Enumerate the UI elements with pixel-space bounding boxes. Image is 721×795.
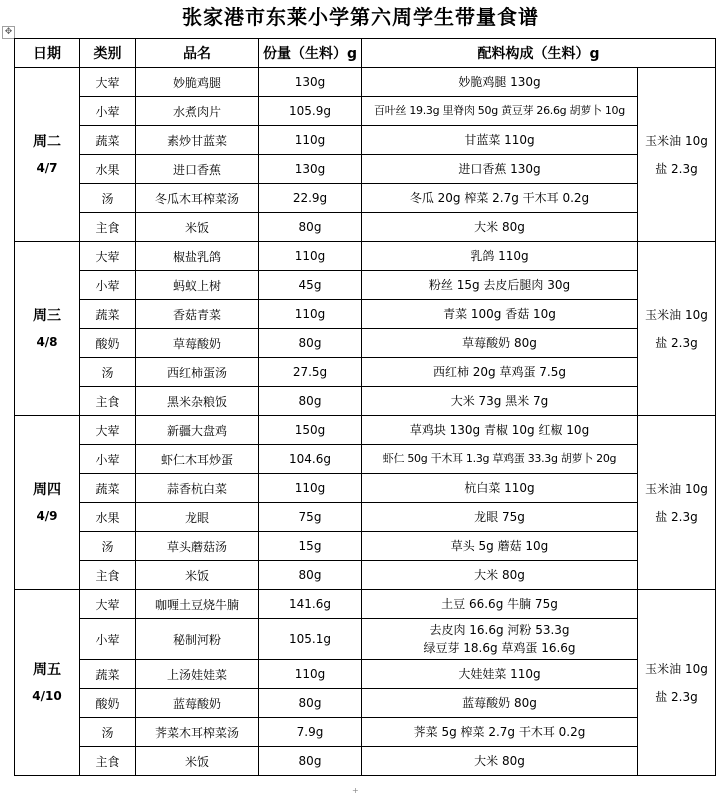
ingredients-cell [362, 329, 638, 358]
ingredients-cell [362, 503, 638, 532]
ingredients-cell [362, 590, 638, 619]
date-label: 4/7 [36, 160, 58, 175]
table-move-handle-icon[interactable]: ✥ [2, 26, 15, 39]
ingredients-line: 草鸡块 130g 青椒 10g 红椒 10g [409, 423, 590, 437]
ingredients-cell [362, 97, 638, 126]
table-header-row [15, 39, 716, 68]
table-row [15, 300, 716, 329]
ingredients-line: 西红柿 20g 草鸡蛋 7.5g [432, 365, 567, 379]
category-cell: 蔬菜 [80, 474, 136, 503]
ingredients-cell [362, 358, 638, 387]
ingredients-cell [362, 532, 638, 561]
date-label: 4/9 [36, 508, 58, 523]
dish-cell: 米饭 [136, 747, 259, 776]
portion-cell: 80g [259, 387, 362, 416]
portion-cell: 141.6g [259, 590, 362, 619]
seasoning-line: 盐 2.3g [655, 161, 698, 176]
day-cell [15, 242, 80, 416]
ingredients-cell [362, 155, 638, 184]
ingredients-line: 大米 80g [474, 568, 525, 582]
ingredients-line: 甘蓝菜 110g [464, 133, 535, 147]
category-cell: 水果 [80, 155, 136, 184]
date-label: 4/8 [36, 334, 58, 349]
ingredients-cell [362, 271, 638, 300]
category-cell: 大荤 [80, 416, 136, 445]
portion-cell: 150g [259, 416, 362, 445]
weekday-label: 周五 [33, 661, 61, 678]
dish-cell: 妙脆鸡腿 [136, 68, 259, 97]
ingredients-line: 冬瓜 20g 榨菜 2.7g 干木耳 0.2g [409, 191, 590, 205]
table-row [15, 660, 716, 689]
dish-cell: 蓝莓酸奶 [136, 689, 259, 718]
portion-cell: 75g [259, 503, 362, 532]
seasoning-cell [638, 416, 716, 590]
ingredients-line: 大米 80g [474, 220, 525, 234]
ingredients-line: 去皮肉 16.6g 河粉 53.3g [429, 623, 570, 637]
table-row [15, 619, 716, 660]
dish-cell: 蚂蚁上树 [136, 271, 259, 300]
dish-cell: 黑米杂粮饭 [136, 387, 259, 416]
weekday-label: 周四 [33, 481, 61, 498]
dish-cell: 上汤娃娃菜 [136, 660, 259, 689]
table-row [15, 561, 716, 590]
table-row [15, 387, 716, 416]
ingredients-cell [362, 474, 638, 503]
dish-cell: 米饭 [136, 561, 259, 590]
seasoning-cell [638, 590, 716, 776]
header-category: 类别 [80, 39, 136, 68]
category-cell: 蔬菜 [80, 660, 136, 689]
dish-cell: 西红柿蛋汤 [136, 358, 259, 387]
ingredients-cell [362, 387, 638, 416]
day-cell [15, 68, 80, 242]
seasoning-cell [638, 68, 716, 242]
portion-cell: 130g [259, 68, 362, 97]
day-cell [15, 416, 80, 590]
category-cell: 汤 [80, 358, 136, 387]
dish-cell: 水煮肉片 [136, 97, 259, 126]
menu-table [14, 38, 716, 776]
ingredients-line: 大米 73g 黑米 7g [450, 394, 549, 408]
table-row [15, 689, 716, 718]
portion-cell: 80g [259, 329, 362, 358]
table-row [15, 718, 716, 747]
dish-cell: 秘制河粉 [136, 619, 259, 660]
portion-cell: 80g [259, 689, 362, 718]
portion-cell: 110g [259, 126, 362, 155]
dish-cell: 草头蘑菇汤 [136, 532, 259, 561]
category-cell: 主食 [80, 561, 136, 590]
portion-cell: 130g [259, 155, 362, 184]
portion-cell: 45g [259, 271, 362, 300]
ingredients-cell [362, 184, 638, 213]
ingredients-cell [362, 126, 638, 155]
ingredients-line: 青菜 100g 香菇 10g [443, 307, 556, 321]
ingredients-cell [362, 68, 638, 97]
table-row [15, 213, 716, 242]
ingredients-cell [362, 660, 638, 689]
ingredients-line: 大米 80g [474, 754, 525, 768]
category-cell: 大荤 [80, 68, 136, 97]
dish-cell: 冬瓜木耳榨菜汤 [136, 184, 259, 213]
ingredients-cell [362, 718, 638, 747]
category-cell: 水果 [80, 503, 136, 532]
table-row [15, 97, 716, 126]
weekday-label: 周二 [33, 133, 61, 150]
ingredients-cell [362, 445, 638, 474]
dish-cell: 草莓酸奶 [136, 329, 259, 358]
portion-cell: 104.6g [259, 445, 362, 474]
ingredients-cell [362, 619, 638, 660]
dish-cell: 香菇青菜 [136, 300, 259, 329]
ingredients-cell [362, 561, 638, 590]
header-ingredients: 配料构成（生料）g [362, 39, 716, 68]
seasoning-line: 盐 2.3g [655, 509, 698, 524]
dish-cell: 咖喱土豆烧牛腩 [136, 590, 259, 619]
seasoning-cell [638, 242, 716, 416]
header-portion: 份量（生料）g [259, 39, 362, 68]
table-row [15, 126, 716, 155]
ingredients-line: 虾仁 50g 干木耳 1.3g 草鸡蛋 33.3g 胡萝卜 20g [382, 452, 617, 465]
ingredients-cell [362, 689, 638, 718]
date-label: 4/10 [32, 688, 62, 703]
dish-cell: 龙眼 [136, 503, 259, 532]
day-cell [15, 590, 80, 776]
ingredients-cell [362, 416, 638, 445]
table-row [15, 271, 716, 300]
ingredients-cell [362, 242, 638, 271]
ingredients-line: 草头 5g 蘑菇 10g [450, 539, 549, 553]
table-row [15, 747, 716, 776]
ingredients-line: 蓝莓酸奶 80g [462, 696, 537, 710]
table-row [15, 184, 716, 213]
category-cell: 小荤 [80, 619, 136, 660]
category-cell: 小荤 [80, 271, 136, 300]
table-row [15, 532, 716, 561]
table-row [15, 416, 716, 445]
ingredients-line: 草莓酸奶 80g [462, 336, 537, 350]
ingredients-cell [362, 747, 638, 776]
category-cell: 汤 [80, 532, 136, 561]
table-row [15, 590, 716, 619]
table-row [15, 155, 716, 184]
table-row [15, 503, 716, 532]
portion-cell: 27.5g [259, 358, 362, 387]
seasoning-line: 玉米油 10g [645, 133, 708, 148]
portion-cell: 15g [259, 532, 362, 561]
category-cell: 汤 [80, 184, 136, 213]
category-cell: 主食 [80, 747, 136, 776]
ingredients-line: 荠菜 5g 榨菜 2.7g 干木耳 0.2g [413, 725, 586, 739]
ingredients-line: 百叶丝 19.3g 里脊肉 50g 黄豆芽 26.6g 胡萝卜 10g [374, 104, 625, 117]
table-row [15, 358, 716, 387]
header-dish: 品名 [136, 39, 259, 68]
table-row [15, 445, 716, 474]
dish-cell: 米饭 [136, 213, 259, 242]
category-cell: 大荤 [80, 242, 136, 271]
dish-cell: 素炒甘蓝菜 [136, 126, 259, 155]
document-title: 张家港市东莱小学第六周学生带量食谱 [182, 5, 539, 29]
seasoning-line: 盐 2.3g [655, 689, 698, 704]
header-date: 日期 [15, 39, 80, 68]
ingredients-line: 土豆 66.6g 牛腩 75g [441, 597, 558, 611]
portion-cell: 110g [259, 474, 362, 503]
table-row [15, 68, 716, 97]
dish-cell: 新疆大盘鸡 [136, 416, 259, 445]
dish-cell: 蒜香杭白菜 [136, 474, 259, 503]
category-cell: 大荤 [80, 590, 136, 619]
seasoning-line: 玉米油 10g [645, 307, 708, 322]
seasoning-line: 盐 2.3g [655, 335, 698, 350]
table-row [15, 474, 716, 503]
seasoning-line: 玉米油 10g [645, 481, 708, 496]
category-cell: 主食 [80, 387, 136, 416]
ingredients-line: 妙脆鸡腿 130g [458, 75, 541, 89]
category-cell: 汤 [80, 718, 136, 747]
ingredients-cell [362, 213, 638, 242]
portion-cell: 110g [259, 242, 362, 271]
portion-cell: 105.9g [259, 97, 362, 126]
category-cell: 酸奶 [80, 329, 136, 358]
portion-cell: 80g [259, 213, 362, 242]
portion-cell: 7.9g [259, 718, 362, 747]
category-cell: 酸奶 [80, 689, 136, 718]
ingredients-line: 乳鸽 110g [470, 249, 529, 263]
category-cell: 主食 [80, 213, 136, 242]
ingredients-line: 龙眼 75g [474, 510, 525, 524]
portion-cell: 80g [259, 561, 362, 590]
dish-cell: 椒盐乳鸽 [136, 242, 259, 271]
dish-cell: 进口香蕉 [136, 155, 259, 184]
dish-cell: 荠菜木耳榨菜汤 [136, 718, 259, 747]
dish-cell: 虾仁木耳炒蛋 [136, 445, 259, 474]
menu-table-body [15, 68, 716, 776]
ingredients-cell [362, 300, 638, 329]
portion-cell: 110g [259, 660, 362, 689]
ingredients-line: 杭白菜 110g [464, 481, 535, 495]
table-row [15, 242, 716, 271]
category-cell: 蔬菜 [80, 300, 136, 329]
seasoning-line: 玉米油 10g [645, 661, 708, 676]
portion-cell: 80g [259, 747, 362, 776]
table-resize-icon[interactable]: + [352, 786, 359, 795]
portion-cell: 110g [259, 300, 362, 329]
weekday-label: 周三 [33, 307, 61, 324]
ingredients-line: 大娃娃菜 110g [458, 667, 541, 681]
ingredients-line: 进口香蕉 130g [458, 162, 541, 176]
category-cell: 小荤 [80, 97, 136, 126]
portion-cell: 105.1g [259, 619, 362, 660]
ingredients-line: 绿豆芽 18.6g 草鸡蛋 16.6g [423, 641, 576, 655]
table-row [15, 329, 716, 358]
category-cell: 蔬菜 [80, 126, 136, 155]
ingredients-line: 粉丝 15g 去皮后腿肉 30g [428, 278, 571, 292]
category-cell: 小荤 [80, 445, 136, 474]
portion-cell: 22.9g [259, 184, 362, 213]
